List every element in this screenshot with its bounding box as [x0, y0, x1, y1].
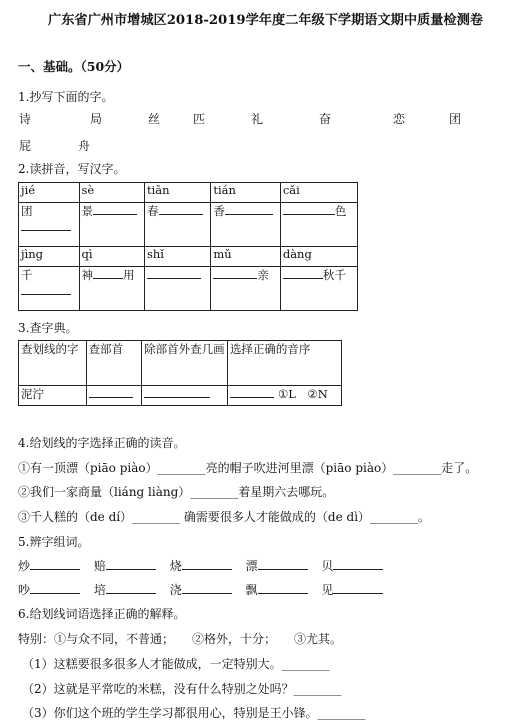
q5-char: 烧: [169, 559, 182, 573]
q5-char: 吵: [18, 583, 31, 597]
word-cell: 春: [145, 203, 211, 247]
word-cell: 色: [280, 203, 357, 247]
header-cell: 选择正确的音序: [227, 341, 341, 386]
answer-blank[interactable]: [30, 582, 80, 594]
section-heading: 一、基础。（50分）: [18, 59, 130, 74]
pinyin-cell: mǔ: [211, 247, 281, 267]
copy-char: 奋: [319, 112, 332, 126]
pinyin-table: [18, 182, 358, 311]
q1-label: 1.抄写下面的字。: [18, 90, 114, 104]
answer-blank[interactable]: [258, 582, 308, 594]
q6-sentence-2: （2）这就是平常吃的米糕，没有什么特别之处吗？________: [22, 682, 342, 696]
word-cell: 团: [19, 203, 80, 247]
q5-row-2: [18, 581, 383, 598]
copy-char: 诗: [19, 112, 32, 126]
answer-blank[interactable]: [159, 203, 203, 215]
q5-label: 5.辨字组词。: [18, 535, 90, 549]
copy-char: 礼: [251, 112, 264, 126]
pinyin-cell: dàng: [280, 247, 357, 267]
q6-definitions: 特别：①与众不同，不普通； ②格外，十分； ③尤其。: [18, 632, 343, 646]
q5-char: 炒: [18, 559, 31, 573]
q5-char: 见: [321, 583, 334, 597]
answer-blank[interactable]: [89, 386, 133, 398]
answer-blank[interactable]: [283, 267, 323, 279]
answer-blank[interactable]: [182, 582, 232, 594]
word-cell: 景: [79, 203, 145, 247]
answer-blank[interactable]: [333, 582, 383, 594]
dict-word-cell: 泥泞: [19, 386, 87, 406]
answer-blank[interactable]: [93, 267, 123, 279]
answer-blank[interactable]: [333, 558, 383, 570]
header-cell: 除部首外查几画: [142, 341, 228, 386]
copy-char: 舟: [78, 139, 91, 153]
word-cell: [145, 267, 211, 311]
q6-label: 6.给划线词语选择正确的解释。: [18, 607, 186, 621]
answer-blank[interactable]: [106, 558, 156, 570]
q5-char: 漂: [245, 559, 258, 573]
header-cell: 查部首: [86, 341, 142, 386]
q3-label: 3.查字典。: [18, 321, 78, 335]
strokes-cell: [142, 386, 228, 406]
q4-label: 4.给划线的字选择正确的读音。: [18, 436, 186, 450]
q2-label: 2.读拼音，写汉字。: [18, 162, 126, 176]
page-title: 广东省广州市增城区2018-2019学年度二年级下学期语文期中质量检测卷: [48, 13, 483, 28]
index-cell: ①L ②N: [227, 386, 341, 406]
q5-char: 培: [93, 583, 106, 597]
answer-blank[interactable]: [106, 582, 156, 594]
pinyin-cell: cǎi: [280, 183, 357, 203]
answer-blank[interactable]: [147, 267, 201, 279]
pinyin-cell: qì: [79, 247, 145, 267]
answer-blank[interactable]: [230, 386, 274, 398]
answer-blank[interactable]: [225, 203, 273, 215]
copy-char: 丝: [148, 112, 161, 126]
answer-blank[interactable]: [30, 558, 80, 570]
word-cell: 亲: [211, 267, 281, 311]
copy-char: 局: [90, 112, 103, 126]
q6-sentence-1: （1）这糕要很多很多人才能做成，一定特别大。________: [22, 657, 330, 671]
q5-char: 赔: [93, 559, 106, 573]
q5-char: 贝: [321, 559, 334, 573]
q4-sentence-1: ①有一顶漂（piāo piào）________亮的帽子吹进河里漂（piāo piào）________走了。: [18, 461, 478, 475]
answer-blank[interactable]: [258, 558, 308, 570]
copy-char: 匹: [193, 112, 206, 126]
q4-sentence-2: ②我们一家商量（liáng liàng）________着星期六去哪玩。: [18, 485, 335, 499]
pinyin-cell: jié: [19, 183, 80, 203]
copy-char: 恋: [393, 112, 406, 126]
radical-cell: [86, 386, 142, 406]
answer-blank[interactable]: [93, 203, 137, 215]
answer-blank[interactable]: [182, 558, 232, 570]
pinyin-cell: tiān: [145, 183, 211, 203]
word-cell: 香: [211, 203, 281, 247]
q5-char: 浇: [169, 583, 182, 597]
copy-char: 屁: [19, 139, 32, 153]
answer-blank[interactable]: [283, 203, 335, 215]
answer-blank[interactable]: [213, 267, 257, 279]
q5-row-1: [18, 557, 383, 574]
q6-sentence-3: （3）你们这个班的学生学习都很用心，特别是王小锋。________: [22, 706, 366, 720]
pinyin-cell: jìng: [19, 247, 80, 267]
dictionary-table: [18, 340, 342, 406]
q5-char: 飘: [245, 583, 258, 597]
pinyin-cell: shǐ: [145, 247, 211, 267]
pinyin-cell: sè: [79, 183, 145, 203]
answer-blank[interactable]: [144, 386, 210, 398]
copy-char: 团: [449, 112, 462, 126]
header-cell: 查划线的字: [19, 341, 87, 386]
answer-blank[interactable]: [21, 283, 71, 295]
word-cell: 千: [19, 267, 80, 311]
pinyin-cell: tián: [211, 183, 281, 203]
word-cell: 秋千: [280, 267, 357, 311]
word-cell: 神 用: [79, 267, 145, 311]
answer-blank[interactable]: [21, 219, 71, 231]
q4-sentence-3: ③千人糕的（de dí）________ 确需要很多人才能做成的（de dì）________。: [18, 510, 431, 524]
